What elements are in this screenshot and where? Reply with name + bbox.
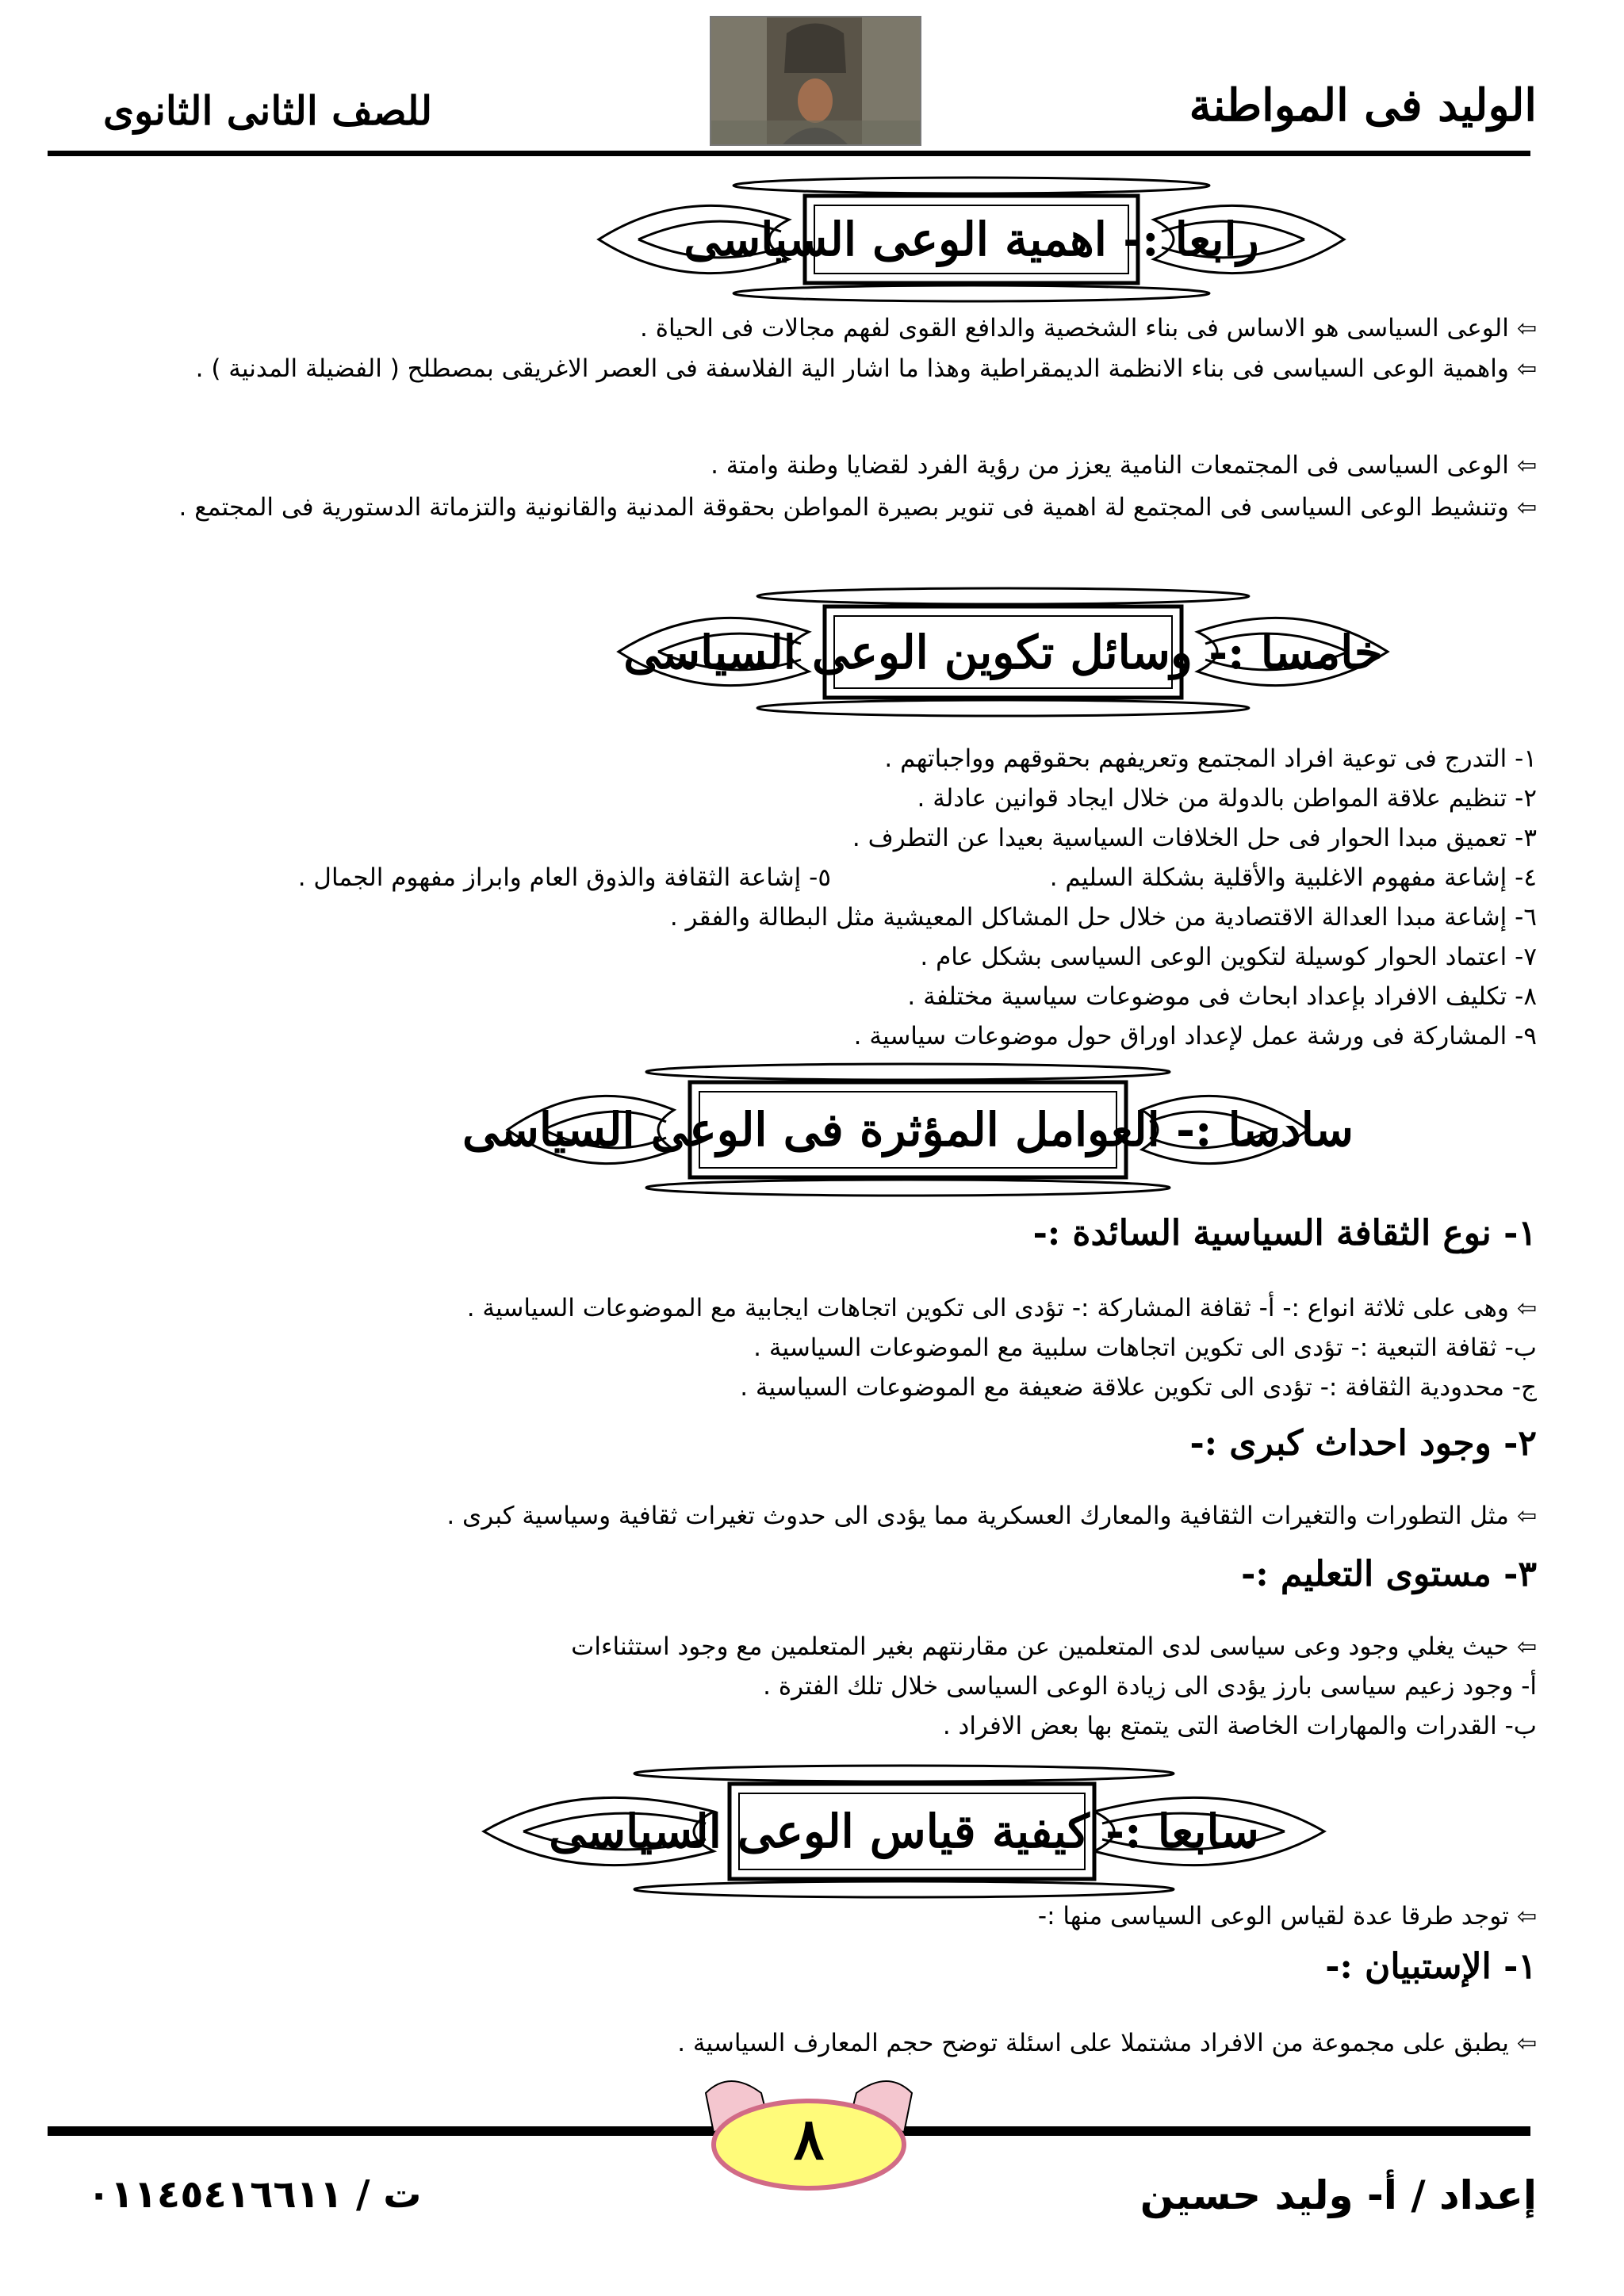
arrow-icon: ⇦	[1516, 452, 1537, 480]
arrow-icon: ⇦	[1516, 315, 1537, 342]
header-title-left: للصف الثانى الثانوى	[103, 87, 433, 134]
list-item: ⇦الوعى السياسى هو الاساس فى بناء الشخصية والدافع القوى لفهم مجالات فى الحياة .	[640, 314, 1537, 342]
list-item: ٤- إشاعة مفهوم الاغلبية والأقلية بشكلة السليم .	[1049, 863, 1537, 892]
footer-phone: ت / ٠١١٤٥٤١٦٦١١	[87, 2172, 422, 2217]
banner-title: خامسا :- وسائل تكوين الوعى السياسى	[623, 625, 1383, 679]
banner-title: سادسا :- العوامل المؤثرة فى الوعى السياسى	[462, 1103, 1354, 1157]
banner-title: سابعا :- كيفية قياس الوعى السياسى	[549, 1804, 1259, 1858]
footer-author: إعداد / أ- وليد حسين	[1139, 2172, 1537, 2218]
arrow-icon: ⇦	[1516, 1633, 1537, 1661]
list-item: ب- القدرات والمهارات الخاصة التى يتمتع بها بعض الافراد .	[942, 1712, 1537, 1740]
list-item: ٢- تنظيم علاقة المواطن بالدولة من خلال ايجاد قوانين عادلة .	[917, 784, 1537, 813]
subsection-heading: ١- نوع الثقافة السياسية السائدة :-	[1032, 1213, 1537, 1253]
author-photo	[710, 16, 921, 146]
subsection-heading: ١- الإستبيان :-	[1325, 1946, 1537, 1987]
list-item: ⇦وهى على ثلاثة انواع :- أ- ثقافة المشاركة :- تؤدى الى تكوين اتجاهات ايجابية مع الموضوعات السياسية .	[466, 1294, 1537, 1322]
list-item: ٧- اعتماد الحوار كوسيلة لتكوين الوعى السياسى بشكل عام .	[920, 943, 1537, 971]
list-item: ٥- إشاعة الثقافة والذوق العام وابراز مفهوم الجمال .	[297, 863, 831, 892]
section-banner	[476, 1764, 1332, 1899]
list-item: ج- محدودية الثقافة :- تؤدى الى تكوين علاقة ضعيفة مع الموضوعات السياسية .	[740, 1373, 1537, 1402]
list-item: ب- ثقافة التبعية :- تؤدى الى تكوين اتجاهات سلبية مع الموضوعات السياسية .	[753, 1334, 1537, 1362]
page-number: ٨	[793, 2105, 825, 2172]
page-number-badge	[698, 2069, 920, 2204]
header-divider	[48, 151, 1530, 156]
arrow-icon: ⇦	[1516, 1502, 1537, 1530]
arrow-icon: ⇦	[1516, 355, 1537, 383]
list-item: ⇦حيث يغلي وجود وعى سياسى لدى المتعلمين عن مقارنتهم بغير المتعلمين مع وجود استثناءات	[571, 1632, 1537, 1661]
section-banner	[611, 587, 1396, 718]
list-item: ⇦مثل التطورات والتغيرات الثقافية والمعارك العسكرية مما يؤدى الى حدوث تغيرات ثقافية وسياسية كبرى .	[446, 1502, 1537, 1530]
list-item: ٨- تكليف الافراد بإعداد ابحاث فى موضوعات سياسية مختلفة .	[907, 982, 1537, 1011]
list-item: ⇦وتنشيط الوعى السياسى فى المجتمع لة اهمية فى تنوير بصيرة المواطن بحقوقة المدنية والقانونية والتزماتة الدستورية فى المجتمع .	[178, 493, 1537, 522]
list-item: ⇦واهمية الوعى السياسى فى بناء الانظمة الديمقراطية وهذا ما اشار الية الفلاسفة فى العصر الاغريقى بمصطلح ( الفضيلة المدنية ) .	[195, 354, 1537, 383]
list-item: ⇦يطبق على مجموعة من الافراد مشتملا على اسئلة توضح حجم المعارف السياسية .	[677, 2029, 1537, 2057]
section-banner	[591, 176, 1352, 303]
list-item: أ- وجود زعيم سياسى بارز يؤدى الى زيادة الوعى السياسى خلال تلك الفترة .	[763, 1672, 1537, 1701]
section-banner	[462, 1062, 1354, 1197]
arrow-icon: ⇦	[1516, 1295, 1537, 1322]
subsection-heading: ٢- وجود احداث كبرى :-	[1189, 1423, 1537, 1464]
arrow-icon: ⇦	[1516, 1903, 1537, 1931]
list-item: ⇦توجد طرقا عدة لقياس الوعى السياسى منها :-	[1037, 1902, 1537, 1931]
list-item: ٩- المشاركة فى ورشة عمل لإعداد اوراق حول موضوعات سياسية .	[853, 1022, 1537, 1050]
list-item: ⇦الوعى السياسى فى المجتمعات النامية يعزز من رؤية الفرد لقضايا وطنة وامتة .	[710, 451, 1537, 480]
list-item: ٦- إشاعة مبدا العدالة الاقتصادية من خلال حل المشاكل المعيشية مثل البطالة والفقر .	[669, 903, 1537, 932]
banner-title: رابعا :- اهمية الوعى السياسى	[684, 212, 1259, 266]
header-title-right: الوليد فى المواطنة	[1189, 79, 1537, 132]
arrow-icon: ⇦	[1516, 494, 1537, 522]
list-item: ٣- تعميق مبدا الحوار فى حل الخلافات السياسية بعيدا عن التطرف .	[852, 824, 1537, 852]
list-item: ١- التدرج فى توعية افراد المجتمع وتعريفهم بحقوقهم وواجباتهم .	[884, 744, 1537, 773]
subsection-heading: ٣- مستوى التعليم :-	[1241, 1554, 1537, 1594]
arrow-icon: ⇦	[1516, 2030, 1537, 2057]
